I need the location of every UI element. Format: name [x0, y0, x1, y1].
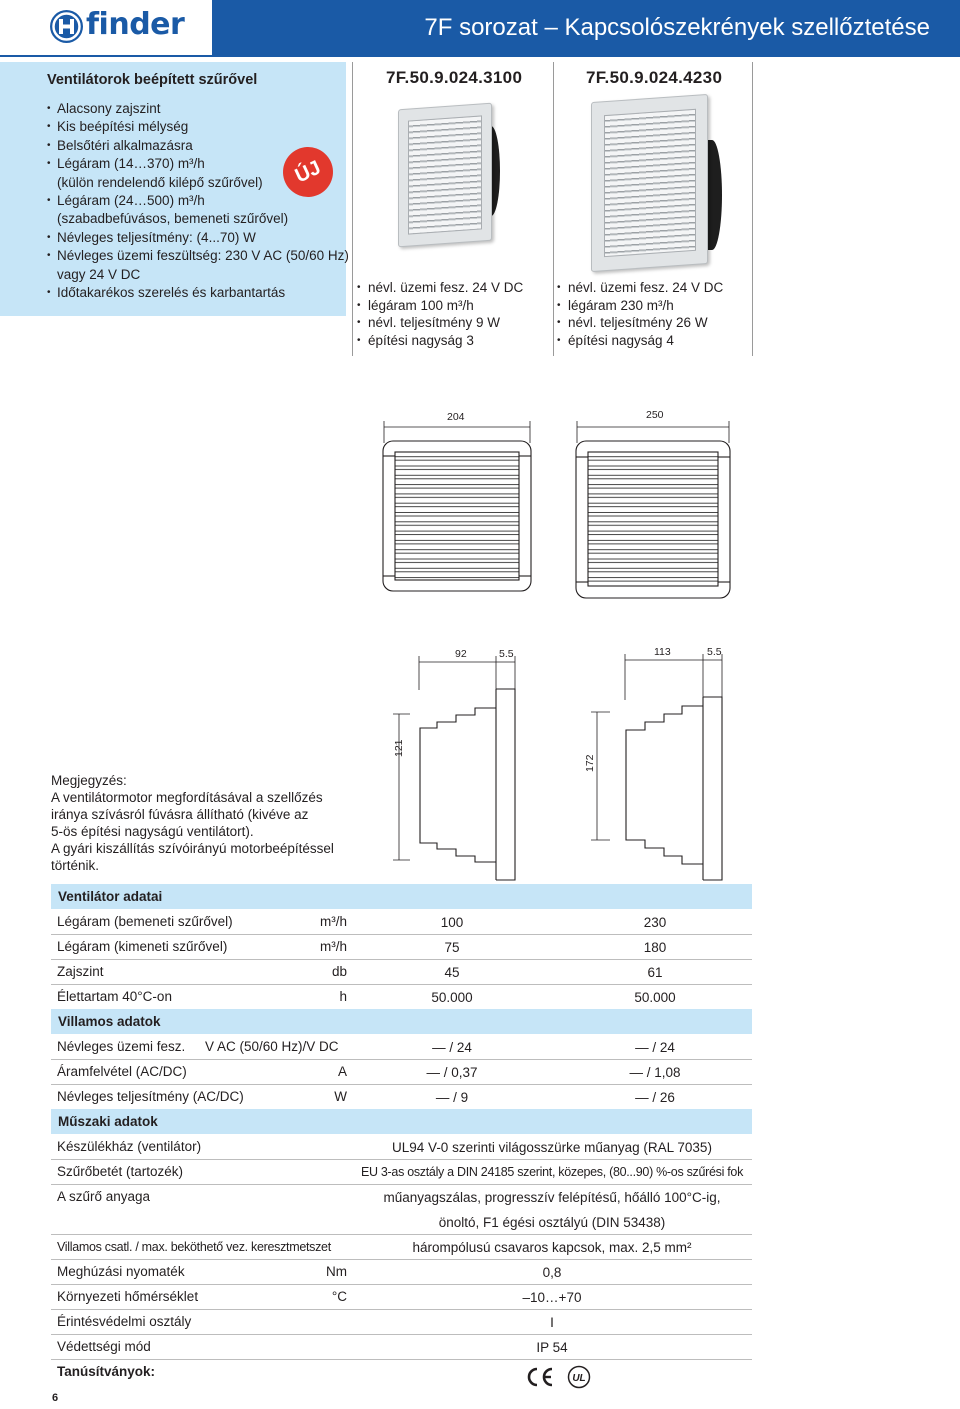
row-value: — / 26 [635, 1090, 675, 1105]
product-code: 7F.50.9.024.3100 [386, 68, 523, 87]
new-badge: ÚJ [275, 139, 341, 205]
note-line: iránya szívásról fúvásra állítható (kivéve az [51, 807, 309, 822]
row-value: I [550, 1315, 554, 1330]
row-label: Meghúzási nyomaték [57, 1264, 185, 1279]
row-value: IP 54 [536, 1340, 568, 1355]
logo-text: finder [86, 7, 185, 42]
section-title: Ventilátor adatai [58, 889, 163, 904]
section-header [51, 1009, 752, 1034]
row-unit: m³/h [320, 914, 347, 929]
feature-item: • Névleges üzemi feszültség: 230 V AC (50/60 Hz) [47, 247, 349, 265]
row-divider [51, 1084, 752, 1085]
row-label: Légáram (bemeneti szűrővel) [57, 914, 233, 929]
row-value: hárompólusú csavaros kapcsok, max. 2,5 mm² [412, 1240, 692, 1255]
row-value: 0,8 [542, 1265, 562, 1280]
dimension-label: 5.5 [707, 646, 722, 658]
ce-mark-icon [526, 1366, 556, 1388]
row-label: Névleges teljesítmény (AC/DC) [57, 1089, 244, 1104]
product-code: 7F.50.9.024.4230 [586, 68, 723, 87]
row-value: 45 [444, 965, 460, 980]
feature-item: • Légáram (14…370) m³/h [47, 155, 349, 173]
dimension-label: 5.5 [499, 648, 514, 660]
note-line: A ventilátormotor megfordításával a szellőzés [51, 790, 323, 805]
row-divider [51, 1309, 752, 1310]
section-title: Műszaki adatok [58, 1114, 158, 1129]
row-divider [51, 1359, 752, 1360]
row-label: Zajszint [57, 964, 104, 979]
row-divider [51, 1159, 752, 1160]
feature-item: • Alacsony zajszint [47, 100, 349, 118]
row-label: Villamos csatl. / max. beköthető vez. keresztmetszet [57, 1240, 331, 1254]
row-label: Készülékház (ventilátor) [57, 1139, 202, 1154]
spec-item: • névl. teljesítmény 9 W [357, 314, 523, 332]
side-view-drawing [591, 654, 722, 880]
row-divider [51, 1284, 752, 1285]
spec-item: • névl. teljesítmény 26 W [557, 314, 723, 332]
row-value: — / 1,08 [629, 1065, 681, 1080]
feature-item: (szabadbefúvásos, bemeneti szűrővel) [57, 211, 289, 227]
dimension-label: 92 [455, 648, 467, 660]
row-value: EU 3-as osztály a DIN 24185 szerint, közepes, (80...90) %-os szűrési fok [360, 1165, 744, 1179]
row-label: Légáram (kimeneti szűrővel) [57, 939, 228, 954]
row-divider [51, 1259, 752, 1260]
dimension-label: 204 [447, 411, 465, 423]
row-divider [51, 959, 752, 960]
note-line: A gyári kiszállítás szívóirányú motorbeépítéssel [51, 841, 334, 856]
feature-item: • Belsőtéri alkalmazásra [47, 137, 349, 155]
section-header [51, 1109, 752, 1134]
page-title: 7F sorozat – Kapcsolószekrények szellőztetése [424, 14, 930, 41]
spec-item: • építési nagyság 4 [557, 332, 723, 350]
row-value: –10…+70 [522, 1290, 582, 1305]
page-number: 6 [52, 1392, 59, 1404]
side-view-drawing [393, 656, 515, 880]
note-heading: Megjegyzés: [51, 773, 127, 788]
row-value: 230 [643, 915, 667, 930]
row-label: Érintésvédelmi osztály [57, 1314, 192, 1329]
row-divider [51, 1059, 752, 1060]
feature-heading: Ventilátorok beépített szűrővel [47, 72, 258, 88]
row-value: — / 9 [435, 1090, 469, 1105]
row-unit: °C [331, 1289, 347, 1304]
feature-item: • Névleges teljesítmény: (4...70) W [47, 229, 349, 247]
spec-item: • névl. üzemi fesz. 24 V DC [357, 279, 523, 297]
front-view-drawing [383, 441, 531, 591]
row-label: Élettartam 40°C-on [57, 989, 172, 1004]
row-label: Szűrőbetét (tartozék) [57, 1164, 184, 1179]
row-unit: h [339, 989, 347, 1004]
dimension-label: 121 [393, 739, 405, 757]
row-unit: V AC (50/60 Hz)/V DC [205, 1039, 339, 1054]
spec-item: • építési nagyság 3 [357, 332, 523, 350]
row-value: 50.000 [431, 990, 473, 1005]
spec-item: • légáram 230 m³/h [557, 297, 723, 315]
row-divider [51, 1334, 752, 1335]
dimension-label: 250 [646, 409, 664, 421]
certificates-label: Tanúsítványok: [57, 1364, 156, 1379]
feature-item: • Időtakarékos szerelés és karbantartás [47, 284, 349, 302]
row-value: műanyagszálas, progresszív felépítésű, hőálló 100°C-ig, [383, 1190, 721, 1205]
dimension-label: 172 [584, 754, 596, 772]
section-header [51, 884, 752, 909]
row-value: — / 24 [635, 1040, 675, 1055]
row-unit: A [337, 1064, 347, 1079]
front-view-drawing [576, 441, 730, 598]
ul-mark-icon [567, 1365, 591, 1389]
row-divider [51, 984, 752, 985]
row-unit: m³/h [320, 939, 347, 954]
feature-item: vagy 24 V DC [57, 266, 141, 282]
width-dimension-line [384, 421, 530, 443]
row-unit: db [331, 964, 347, 979]
feature-item: • Légáram (24…500) m³/h [47, 192, 349, 210]
feature-item: • Kis beépítési mélység [47, 118, 349, 136]
row-label: A szűrő anyaga [57, 1189, 151, 1204]
row-value: 100 [440, 915, 464, 930]
row-value: — / 0,37 [426, 1065, 478, 1080]
note [51, 772, 334, 874]
row-label: Védettségi mód [57, 1339, 151, 1354]
row-unit: Nm [326, 1264, 347, 1279]
row-divider [51, 934, 752, 935]
row-value: UL94 V-0 szerinti világosszürke műanyag (RAL 7035) [392, 1140, 712, 1155]
row-unit: W [334, 1089, 347, 1104]
spec-item: • névl. üzemi fesz. 24 V DC [557, 279, 723, 297]
row-label: Környezeti hőmérséklet [57, 1289, 199, 1304]
row-value: — / 24 [432, 1040, 472, 1055]
section-title: Villamos adatok [58, 1014, 161, 1029]
spec-item: • légáram 100 m³/h [357, 297, 523, 315]
row-value: 61 [647, 965, 663, 980]
row-value: önoltó, F1 égési osztályú (DIN 53438) [438, 1215, 666, 1230]
row-value: 180 [643, 940, 667, 955]
note-line: történik. [51, 858, 100, 873]
row-divider [51, 1234, 752, 1235]
row-value: 75 [444, 940, 460, 955]
row-label: Névleges üzemi fesz. [57, 1039, 186, 1054]
svg-text:UL: UL [572, 1373, 586, 1384]
width-dimension-line [577, 421, 729, 443]
row-label: Áramfelvétel (AC/DC) [57, 1064, 187, 1079]
row-value: 50.000 [634, 990, 676, 1005]
feature-item: (külön rendelendő kilépő szűrővel) [57, 174, 263, 190]
note-line: 5-ös építési nagyságú ventilátort). [51, 824, 254, 839]
dimension-label: 113 [654, 646, 671, 658]
row-divider [51, 1184, 752, 1185]
